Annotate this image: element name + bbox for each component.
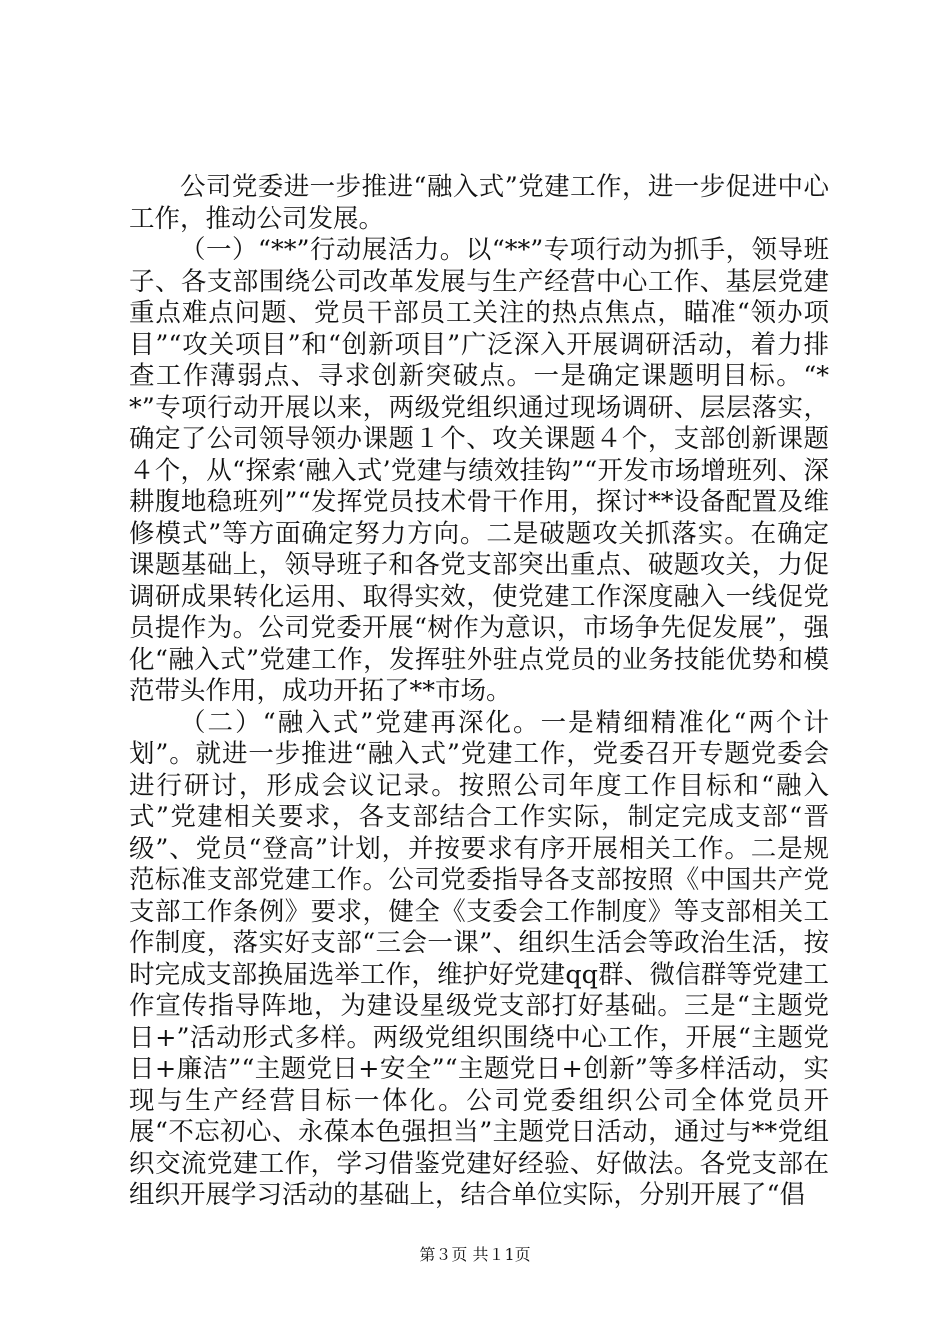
- paragraph-section-one: （一）“**”行动展活力。以“**”专项行动为抓手，领导班子、各支部围绕公司改革发展与生产经营中心工作、基层党建重点难点问题、党员干部员工关注的热点焦点，瞄准“领办项目”“攻关项目”和“创新项目”广泛深入开展调研活动，着力排查工作薄弱点、寻求创新突破点。一是确定课题明目标。“**”专项行动开展以来，两级党组织通过现场调研、层层落实，确定了公司领导领办课题１个、攻关课题４个，支部创新课题４个，从“探索‘融入式’党建与绩效挂钩”“开发市场增班列、深耕腹地稳班列”“发挥党员技术骨干作用，探讨**设备配置及维修模式”等方面确定努力方向。二是破题攻关抓落实。在确定课题基础上，领导班子和各党支部突出重点、破题攻关，力促调研成果转化运用、取得实效，使党建工作深度融入一线促党员提作为。公司党委开展“树作为意识，市场争先促发展”，强化“融入式”党建工作，发挥驻外驻点党员的业务技能优势和模范带头作用，成功开拓了**市场。: [129, 235, 829, 706]
- document-body: [129, 172, 829, 1212]
- paragraph-intro: 公司党委进一步推进“融入式”党建工作，进一步促进中心工作，推动公司发展。: [129, 172, 829, 234]
- paragraph-section-two: （二）“融入式”党建再深化。一是精细精准化“两个计划”。就进一步推进“融入式”党建工作，党委召开专题党委会进行研讨，形成会议记录。按照公司年度工作目标和“融入式”党建相关要求，各支部结合工作实际，制定完成支部“晋级”、党员“登高”计划，并按要求有序开展相关工作。二是规范标准支部党建工作。公司党委指导各支部按照《中国共产党支部工作条例》要求，健全《支委会工作制度》等支部相关工作制度，落实好支部“三会一课”、组织生活会等政治生活，按时完成支部换届选举工作，维护好党建qq群、微信群等党建工作宣传指导阵地，为建设星级党支部打好基础。三是“主题党日+”活动形式多样。两级党组织围绕中心工作，开展“主题党日+廉洁”“主题党日+安全”“主题党日+创新”等多样活动，实现与生产经营目标一体化。公司党委组织公司全体党员开展“不忘初心、永葆本色强担当”主题党日活动，通过与**党组织交流党建工作，学习借鉴党建好经验、好做法。各党支部在组织开展学习活动的基础上，结合单位实际，分别开展了“倡: [129, 707, 829, 1210]
- page-number-footer: 第３页 共１1页: [419, 1245, 531, 1264]
